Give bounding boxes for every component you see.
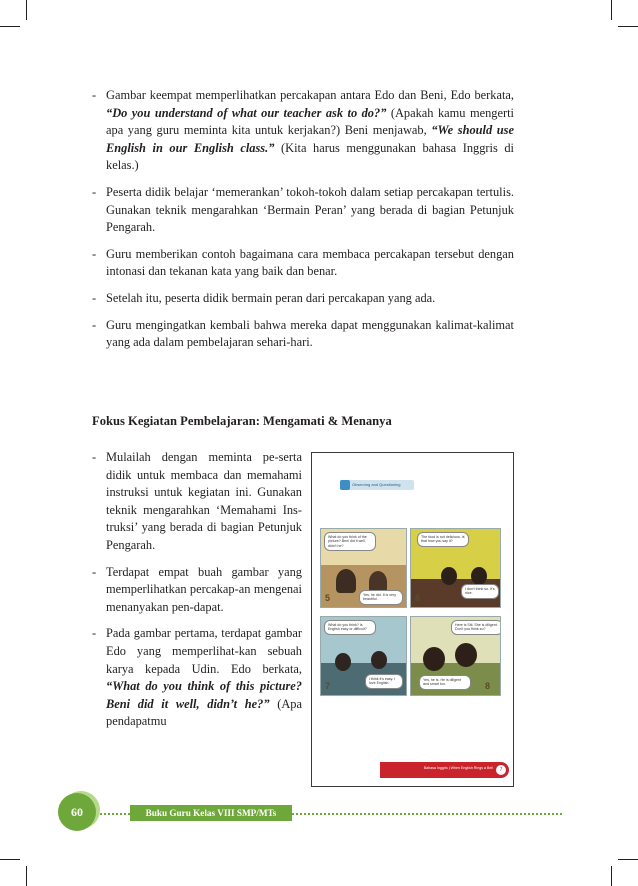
body-text: Mulailah dengan meminta pe-serta didik untuk membaca dan memahami instruksi untuk kegiatan ini. Gunakan teknik mengarahkan ‘Memahami Ins-truksi’ yang berada di bagian Petunjuk Pengarah.	[106, 450, 302, 552]
bullet-dash: -	[92, 317, 97, 332]
comic-panel-3	[320, 616, 407, 696]
page-number: 60	[58, 793, 96, 831]
body-text: Guru mengingatkan kembali bahwa mereka dapat menggunakan kalimat-kalimat yang ada dalam pembelajaran sehari-hari.	[106, 317, 514, 350]
book-title: Buku Guru Kelas VIII SMP/MTs	[130, 805, 292, 821]
crop-mark	[618, 859, 638, 860]
list-item	[92, 625, 302, 731]
figure-footer-band	[380, 762, 509, 778]
speech-bubble: What do you think of the picture? Beni did it well, didn't he?	[324, 532, 376, 551]
speech-bubble: What do you think? Is English easy or difficult?	[324, 620, 376, 635]
quoted-dialogue: “What do you think of this picture? Beni did it well, didn’t he?”	[106, 679, 302, 711]
crop-mark	[618, 26, 638, 27]
body-text: (Apa pendapatmu	[106, 696, 302, 729]
textbook-figure	[311, 452, 514, 787]
panel-number: 5	[325, 593, 331, 603]
list-item	[92, 564, 302, 617]
body-text: Guru memberikan contoh bagaimana cara membaca percakapan tersebut dengan intonasi dan tekanan kata yang baik dan benar.	[106, 246, 514, 279]
list-item	[92, 290, 514, 308]
figure-header-icon	[340, 480, 350, 490]
crop-mark	[611, 866, 612, 886]
comic-panel-2	[410, 528, 501, 608]
speech-bubble: I don't think so. It's nice.	[461, 584, 499, 599]
instruction-list-bottom	[92, 449, 302, 740]
panel-number: 7	[325, 681, 331, 691]
instruction-list-top	[92, 87, 514, 361]
section-title: Fokus Kegiatan Pembelajaran: Mengamati & Menanya	[92, 414, 392, 428]
speech-bubble: I think it's easy. I love English.	[365, 674, 403, 689]
comic-panel-4	[410, 616, 501, 696]
crop-mark	[26, 866, 27, 886]
crop-mark	[0, 26, 20, 27]
body-text: Gambar keempat memperlihatkan percakapan antara Edo dan Beni, Edo berkata,	[106, 88, 514, 102]
crop-mark	[0, 859, 20, 860]
crop-mark	[26, 0, 27, 20]
quoted-dialogue: “Do you understand of what our teacher ask to do?”	[106, 105, 387, 120]
speech-bubble: Yes, he is. He is diligent and smart too.	[419, 675, 471, 690]
body-text: (Apakah kamu mengerti apa yang guru meminta kita untuk kerjakan?) Beni menjawab,	[106, 105, 514, 138]
panel-number: 6	[415, 593, 421, 603]
body-text: (Kita harus menggunakan bahasa Inggris di kelas.)	[106, 140, 515, 173]
body-text: Peserta didik belajar ‘memerankan’ tokoh-tokoh dalam setiap percakapan tertulis. Gunakan teknik mengarahkan ‘Bermain Peran’ yang berada di bagian Petunjuk Pengarah.	[106, 184, 514, 235]
comic-panel-1	[320, 528, 407, 608]
list-item	[92, 87, 514, 175]
figure-header: Observing and Questioning	[340, 480, 414, 490]
body-text: Setelah itu, peserta didik bermain peran dari percakapan yang ada.	[106, 290, 436, 305]
speech-bubble: Yes, he did. It is very beautiful.	[359, 590, 403, 605]
figure-page-badge: 7	[496, 765, 506, 775]
crop-mark	[611, 0, 612, 20]
bullet-dash: -	[92, 184, 97, 199]
speech-bubble: The food is not delicious. Is that how you say it?	[417, 532, 469, 547]
quoted-dialogue: “We should use English in our English class.”	[106, 123, 515, 155]
list-item	[92, 184, 514, 237]
bullet-dash: -	[92, 88, 97, 102]
bullet-dash: -	[92, 626, 97, 641]
list-item	[92, 449, 302, 555]
footer-dotted-line	[100, 813, 130, 815]
bullet-dash: -	[92, 450, 97, 464]
bullet-dash: -	[92, 564, 97, 579]
body-text: Pada gambar pertama, terdapat gambar Edo yang memperlihat-kan sebuah karya kepada Udin. Edo berkata,	[106, 626, 302, 676]
footer-dotted-line	[292, 813, 562, 815]
bullet-dash: -	[92, 246, 97, 261]
bullet-dash: -	[92, 290, 97, 305]
speech-bubble: Here is Siti. She is diligent. Don't you think so?	[451, 620, 501, 635]
list-item	[92, 317, 514, 352]
list-item	[92, 246, 514, 281]
panel-number: 8	[485, 681, 491, 691]
figure-footer-text: Bahasa Inggris | When English Rings a Bell	[423, 766, 493, 770]
body-text: Terdapat empat buah gambar yang memperlihatkan percakap-an mengenai menanyakan pen-dapat.	[106, 564, 302, 614]
